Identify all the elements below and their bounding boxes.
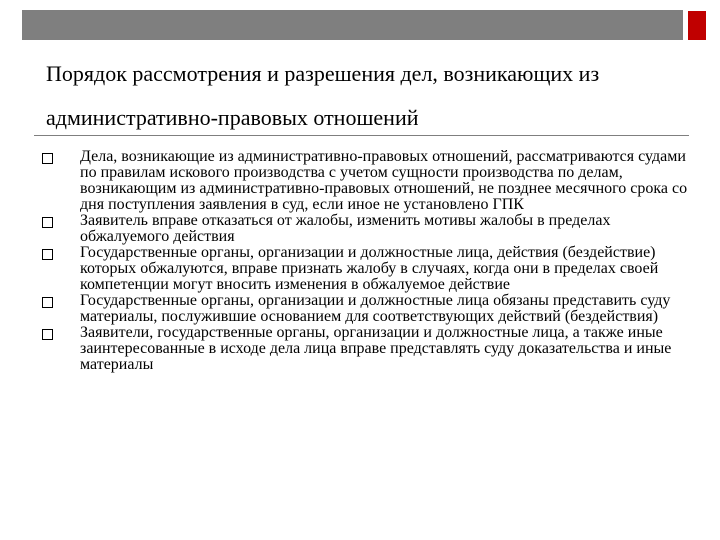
bullet-text: Государственные органы, организации и должностные лица обязаны представить суду материалы, послужившие основанием для соответствующих действий (бездействия) [80, 292, 671, 325]
slide-title: Порядок рассмотрения и разрешения дел, возникающих из административно-правовых отношений [46, 61, 600, 130]
square-bullet-icon [42, 217, 53, 228]
square-bullet-icon [42, 153, 53, 164]
title-divider [34, 135, 689, 136]
bullet-item [42, 213, 692, 245]
bullet-list [42, 149, 692, 373]
accent-square [688, 11, 706, 40]
bullet-text: Дела, возникающие из административно-правовых отношений, рассматриваются судами по правилам искового производства с учетом сущности производства по делам, возникающим из административно-правовых отношений, не позднее месячного срока со дня поступления заявления в суд, если иное не установлено ГПК [80, 148, 688, 213]
bullet-item [42, 149, 692, 213]
bullet-text: Государственные органы, организации и должностные лица, действия (бездействие) которых обжалуются, вправе признать жалобу в случаях, когда они в пределах своей компетенции могут вносить изменения в обжалуемое действие [80, 244, 659, 293]
bullet-text: Заявитель вправе отказаться от жалобы, изменить мотивы жалобы в пределах обжалуемого действия [80, 212, 611, 245]
square-bullet-icon [42, 329, 53, 340]
bullet-item [42, 245, 692, 293]
bullet-text: Заявители, государственные органы, организации и должностные лица, а также иные заинтересованные в исходе дела лица вправе представлять суду доказательства и иные материалы [80, 324, 672, 373]
header-bar [22, 10, 683, 40]
bullet-item [42, 293, 692, 325]
square-bullet-icon [42, 249, 53, 260]
square-bullet-icon [42, 297, 53, 308]
bullet-item [42, 325, 692, 373]
